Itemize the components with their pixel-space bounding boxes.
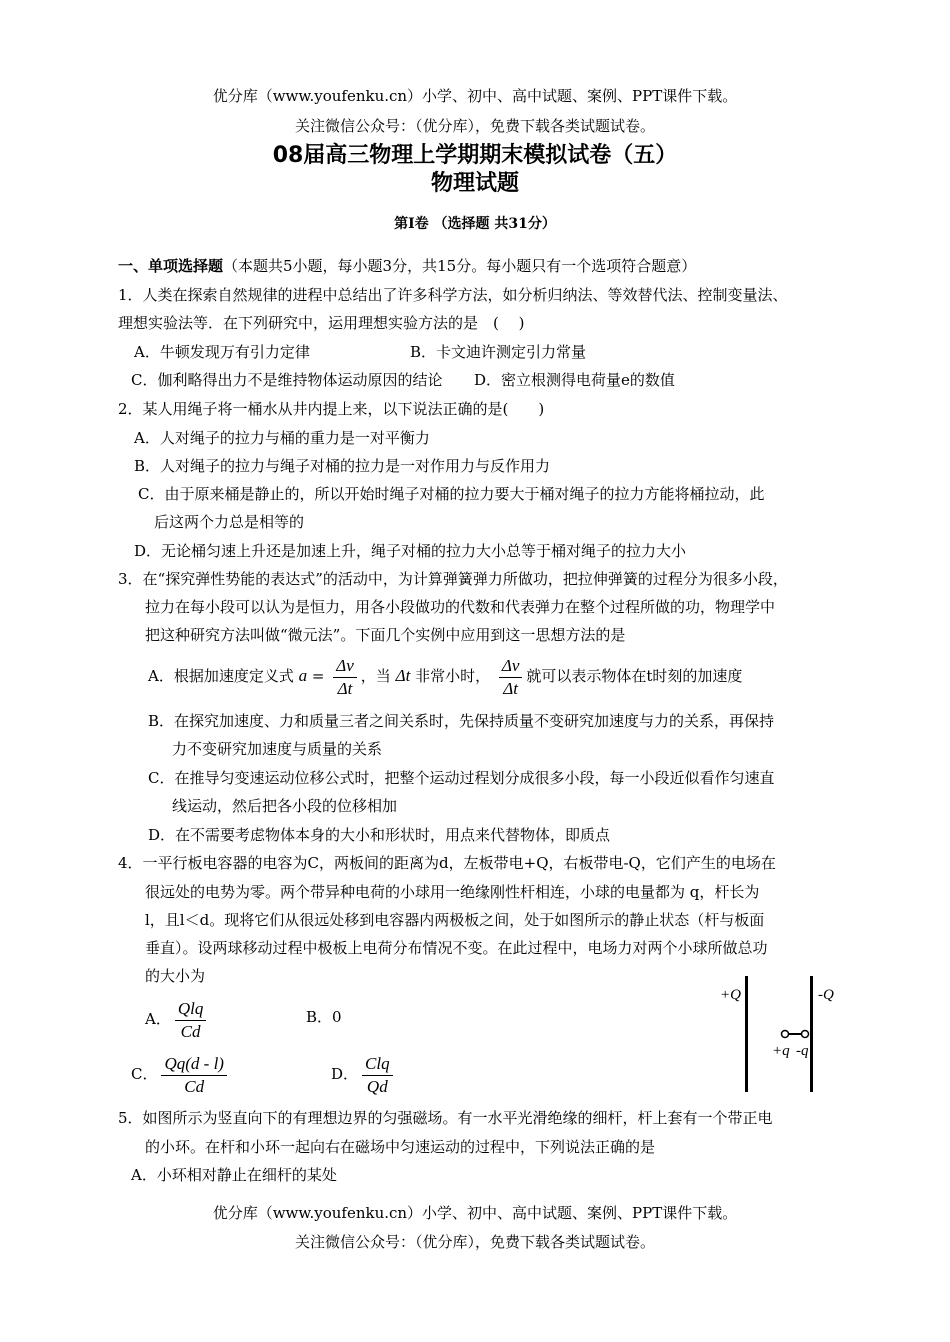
- q3-a-mid2: 非常小时，: [415, 667, 491, 685]
- right-plate: [810, 976, 813, 1092]
- q3-a-fraction-2: $\frac{\Delta v}{\Delta t}$: [499, 655, 523, 700]
- header-line-1: 优分库（www.youfenku.cn）小学、初中、高中试题、案例、PPT课件下载。: [212, 87, 738, 105]
- page-title: 08届高三物理上学期期末模拟试卷（五）: [272, 143, 678, 168]
- q2-option-d: D．无论桶匀速上升还是加速上升，绳子对桶的拉力大小总等于桶对绳子的拉力大小: [134, 542, 687, 560]
- q4-d-label: D．: [331, 1065, 359, 1083]
- q3-a-dt: Δt: [395, 666, 411, 685]
- footer-line-2: 关注微信公众号：（优分库），免费下载各类试题试卷。: [294, 1233, 655, 1251]
- minus-Q-label: -Q: [818, 987, 834, 1003]
- q4-line-5: 的大小为: [145, 967, 206, 985]
- q1-option-c: C．伽利略得出力不是维持物体运动原因的结论: [131, 371, 443, 389]
- footer-line-1: 优分库（www.youfenku.cn）小学、初中、高中试题、案例、PPT课件下载。: [212, 1204, 738, 1222]
- q4-c-fraction: $\frac{Qq(d - l)}{Cd}$: [161, 1053, 226, 1098]
- q3-option-c-1: C．在推导匀变速运动位移公式时，把整个运动过程划分成很多小段，每一小段近似看作匀速直: [148, 769, 775, 787]
- q4-option-d: [331, 1050, 397, 1098]
- q4-a-label: A．: [145, 1010, 171, 1028]
- q3-a-mid: ，当: [360, 667, 391, 685]
- q3-a-post: 就可以表示物体在t时刻的加速度: [526, 667, 743, 685]
- q5-line-2: 的小环。在杆和小环一起向右在磁场中匀速运动的过程中，下列说法正确的是: [145, 1138, 656, 1156]
- q4-line-4: 垂直）。设两球移动过程中极板上电荷分布情况不变。在此过程中，电场力对两个小球所做总功: [145, 939, 768, 957]
- dipole-rod: [780, 1028, 810, 1040]
- q3-option-b-2: 力不变研究加速度与质量的关系: [172, 740, 383, 758]
- q4-option-b: B．0: [306, 1008, 342, 1026]
- q3-line-2: 拉力在每小段可以认为是恒力，用各小段做功的代数和代表弹力在整个过程所做的功，物理学中: [145, 598, 776, 616]
- q1-option-d: D．密立根测得电荷量e的数值: [474, 371, 675, 389]
- page-subtitle: 物理试题: [430, 171, 519, 196]
- q3-a-prefix: A．根据加速度定义式: [148, 667, 294, 685]
- q3-line-1: 3．在“探究弹性势能的表达式”的活动中，为计算弹簧弹力所做功，把拉伸弹簧的过程分为很多小段，: [118, 570, 788, 588]
- q4-option-a: [145, 995, 210, 1043]
- q3-option-c-2: 线运动，然后把各小段的位移相加: [172, 797, 398, 815]
- q3-a-fraction-1: $\frac{\Delta v}{\Delta t}$: [333, 655, 357, 700]
- q5-line-1: 5．如图所示为竖直向下的有理想边界的匀强磁场。有一水平光滑绝缘的细杆，杆上套有一个带正电: [118, 1109, 773, 1127]
- minus-q-label: -q: [796, 1043, 809, 1059]
- q2-option-c-2: 后这两个力总是相等的: [154, 513, 305, 531]
- q3-a-var: a: [298, 666, 308, 685]
- part1-note: （本题共5小题，每小题3分，共15分。每小题只有一个选项符合题意）: [223, 257, 697, 275]
- q4-option-c: [131, 1050, 231, 1098]
- q2-line-1: 2．某人用绳子将一桶水从井内提上来，以下说法正确的是( ): [118, 400, 545, 418]
- section-heading: 第Ⅰ卷 （选择题 共31分）: [394, 216, 556, 232]
- q5-option-a: A．小环相对静止在细杆的某处: [131, 1166, 337, 1184]
- q2-option-c-1: C．由于原来桶是静止的，所以开始时绳子对桶的拉力要大于桶对绳子的拉力方能将桶拉动，此: [138, 485, 765, 503]
- q3-option-a: [148, 650, 742, 702]
- q2-option-b: B．人对绳子的拉力与绳子对桶的拉力是一对作用力与反作用力: [134, 457, 551, 475]
- q1-option-b: B．卡文迪许测定引力常量: [410, 343, 587, 361]
- header-line-2: 关注微信公众号：（优分库），免费下载各类试题试卷。: [294, 117, 655, 135]
- q1-line-1: 1．人类在探索自然规律的进程中总结出了许多科学方法，如分析归纳法、等效替代法、控制变量法、: [118, 286, 788, 304]
- q3-line-3: 把这种研究方法叫做“微元法”。下面几个实例中应用到这一思想方法的是: [145, 626, 626, 644]
- q4-a-fraction: $\frac{\text{Qlq}}{Cd}$: [175, 998, 207, 1043]
- left-plate: [745, 976, 748, 1092]
- part1-heading: 一、单项选择题: [118, 257, 224, 275]
- part1-heading-line: [118, 256, 696, 276]
- plus-q-label: +q: [772, 1043, 790, 1059]
- q4-line-3: l，且l＜d。现将它们从很远处移到电容器内两极板之间，处于如图所示的静止状态（杆与板面: [145, 911, 765, 929]
- q1-option-a: A．牛顿发现万有引力定律: [134, 343, 310, 361]
- q1-line-2: 理想实验法等．在下列研究中，运用理想实验方法的是 ( ): [118, 314, 525, 332]
- q4-line-1: 4．一平行板电容器的电容为C，两板间的距离为d，左板带电+Q，右板带电-Q，它们产生的电场在: [118, 854, 776, 872]
- q4-line-2: 很远处的电势为零。两个带异种电荷的小球用一绝缘刚性杆相连，小球的电量都为 q，杆长为: [145, 883, 760, 901]
- q3-option-b-1: B．在探究加速度、力和质量三者之间关系时，先保持质量不变研究加速度与力的关系，再保持: [148, 712, 775, 730]
- q4-d-fraction: $\frac{\text{Clq}}{Qd}$: [362, 1053, 393, 1098]
- q3-a-eq: =: [311, 667, 325, 685]
- q3-option-d: D．在不需要考虑物体本身的大小和形状时，用点来代替物体，即质点: [148, 826, 611, 844]
- q2-option-a: A．人对绳子的拉力与桶的重力是一对平衡力: [134, 429, 430, 447]
- q4-c-label: C．: [131, 1065, 158, 1083]
- plus-Q-label: +Q: [720, 987, 741, 1003]
